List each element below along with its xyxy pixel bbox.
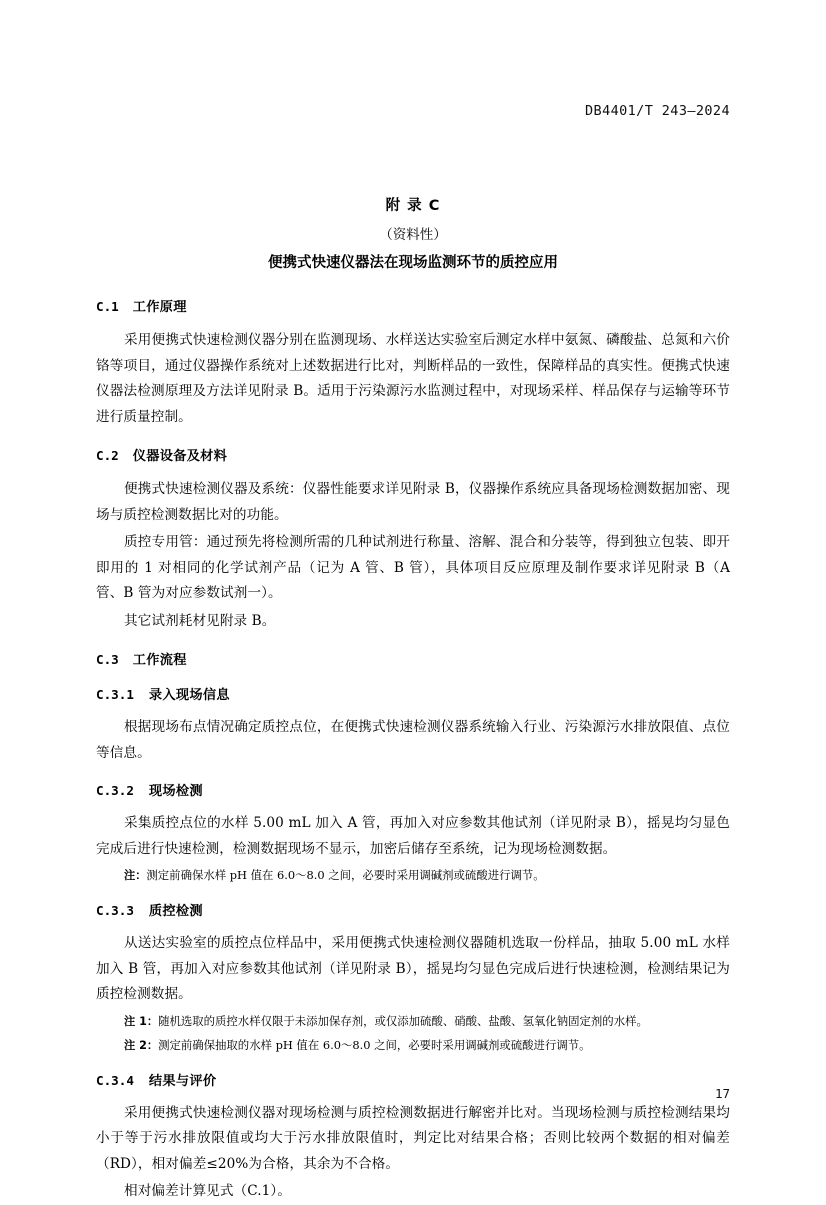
paragraph: 采用便携式快速检测仪器分别在监测现场、水样送达实验室后测定水样中氨氮、磷酸盐、总氮和六价铬等项目，通过仪器操作系统对上述数据进行比对，判断样品的一致性，保障样品的真实性。便携式快速仪器法检测原理及方法详见附录 B。适用于污染源污水监测过程中，对现场采样、样品保存与运输等环节进行质量控制。	[96, 332, 730, 425]
paragraph: 便携式快速检测仪器及系统：仪器性能要求详见附录 B，仪器操作系统应具备现场检测数据加密、现场与质控检测数据比对的功能。	[96, 481, 730, 523]
annex-kind: （资料性）	[379, 227, 447, 243]
paragraph: 相对偏差计算见式（C.1）。	[124, 1183, 292, 1199]
clause-title: 工作流程	[132, 653, 187, 668]
note-label: 注：	[124, 869, 147, 882]
note-label: 注 2：	[124, 1038, 159, 1052]
clause-number: C.3.4	[96, 1072, 134, 1088]
note-label: 注 1：	[124, 1014, 159, 1028]
sections-container	[96, 297, 730, 1205]
clause-heading-c-1	[96, 297, 730, 317]
clause-title: 质控检测	[148, 904, 203, 919]
clause-title: 录入现场信息	[148, 688, 230, 703]
page-content	[96, 196, 730, 1205]
clause-number: C.3.2	[96, 783, 134, 798]
paragraph: 采用便携式快速检测仪器对现场检测与质控检测数据进行解密并比对。当现场检测与质控检测结果均小于等于污水排放限值或均大于污水排放限值时，判定比对结果合格；否则比较两个数据的相对偏差（RD），相对偏差≤20%为合格，其余为不合格。	[96, 1104, 730, 1172]
note	[96, 865, 730, 886]
note-text: 测定前确保抽取的水样 pH 值在 6.0～8.0 之间，必要时采用调碱剂或硫酸进行调节。	[158, 1037, 591, 1052]
clause-heading-c-3-2	[96, 781, 730, 801]
clause-heading-c-2	[96, 446, 730, 466]
clause-number: C.2	[96, 448, 119, 463]
clause-heading-c-3-1	[96, 685, 730, 705]
note	[96, 1011, 730, 1032]
paragraph: 质控专用管：通过预先将检测所需的几种试剂进行称量、溶解、混合和分装等，得到独立包装、即开即用的 1 对相同的化学试剂产品（记为 A 管、B 管），具体项目反应原理及制作要求详见附录 B（A 管、B 管为对应参数试剂一）。	[96, 534, 730, 601]
clause-heading-c-3-3	[96, 901, 730, 921]
paragraph: 根据现场布点情况确定质控点位，在便携式快速检测仪器系统输入行业、污染源污水排放限值、点位等信息。	[96, 719, 730, 761]
note	[96, 1035, 730, 1056]
running-header-standard-code: DB4401/T 243—2024	[585, 103, 730, 119]
annex-title: 附 录 C	[385, 198, 441, 214]
clause-title: 仪器设备及材料	[132, 449, 228, 464]
clause-title: 结果与评价	[148, 1073, 217, 1089]
clause-heading-c-3	[96, 650, 730, 670]
note-text: 测定前确保水样 pH 值在 6.0～8.0 之间，必要时采用调碱剂或硫酸进行调节。	[146, 868, 545, 882]
annex-name: 便携式快速仪器法在现场监测环节的质控应用	[268, 255, 558, 271]
paragraph: 从送达实验室的质控点位样品中，采用便携式快速检测仪器随机选取一份样品，抽取 5.00 mL 水样加入 B 管，再加入对应参数其他试剂（详见附录 B），摇晃均匀显色完成后进行快速检测，检测结果记为质控检测数据。	[96, 935, 730, 1002]
note-text: 随机选取的质控水样仅限于未添加保存剂，或仅添加硫酸、硝酸、盐酸、氢氧化钠固定剂的水样。	[158, 1013, 648, 1028]
clause-number: C.3.3	[96, 903, 134, 918]
clause-title: 现场检测	[148, 784, 203, 799]
clause-number: C.3	[96, 652, 119, 667]
paragraph: 采集质控点位的水样 5.00 mL 加入 A 管，再加入对应参数其他试剂（详见附录 B），摇晃均匀显色完成后进行快速检测，检测数据现场不显示，加密后储存至系统，记为现场检测数据。	[96, 815, 730, 857]
page-number: 17	[714, 1086, 730, 1101]
clause-title: 工作原理	[132, 300, 187, 315]
clause-number: C.3.1	[96, 687, 134, 702]
clause-number: C.1	[96, 299, 119, 314]
paragraph: 其它试剂耗材见附录 B。	[124, 612, 276, 629]
